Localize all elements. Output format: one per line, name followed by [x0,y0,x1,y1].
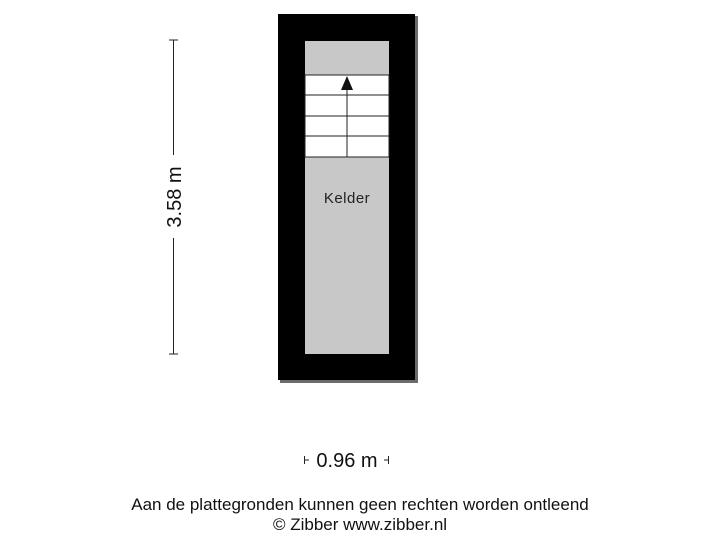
staircase [305,75,389,157]
width-dimension [305,450,389,472]
height-dimension-label: 3.58 m [164,166,186,228]
height-dimension [164,40,186,354]
room-label-kelder: Kelder [323,190,371,207]
copyright-text: © Zibber www.zibber.nl [272,515,448,534]
disclaimer-text: Aan de plattegronden kunnen geen rechten worden ontleend [131,495,589,514]
width-dimension-label: 0.96 m [316,450,378,472]
